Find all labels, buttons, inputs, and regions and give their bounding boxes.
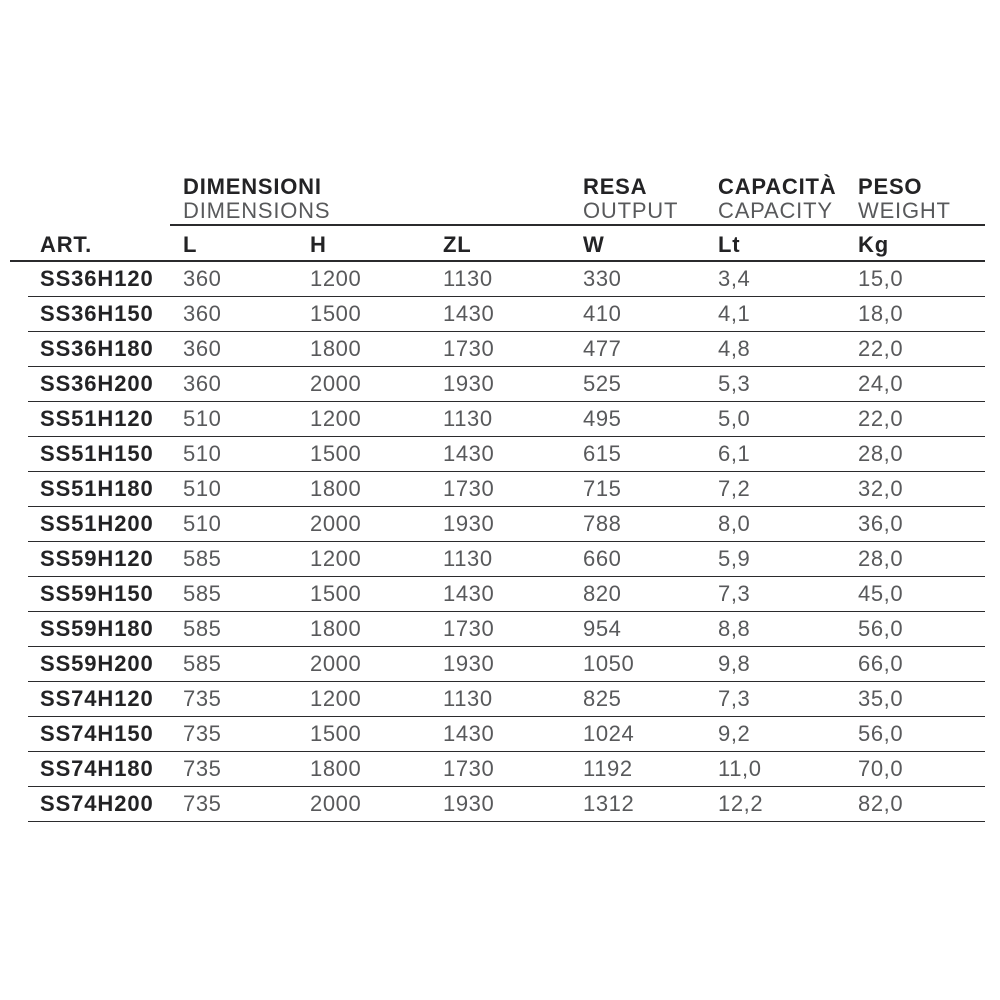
value-cell: 4,8 [718,336,751,361]
value-cell: 1800 [310,756,362,781]
value-cell: 7,3 [718,581,751,606]
table-row [28,367,985,402]
group-output [583,175,718,223]
value-cell: 1130 [443,406,493,431]
value-cell: 35,0 [858,686,904,711]
value-cell: 2000 [310,791,362,816]
article-code: SS51H150 [40,441,154,466]
article-code: SS36H120 [40,266,154,291]
value-cell: 788 [583,511,622,536]
table-row [28,717,985,752]
table-row [28,507,985,542]
value-cell: 5,9 [718,546,751,571]
value-cell: 36,0 [858,511,904,536]
value-cell: 32,0 [858,476,904,501]
value-cell: 1430 [443,581,495,606]
value-cell: 360 [183,336,222,361]
value-cell: 735 [183,756,222,781]
value-cell: 11,0 [718,756,762,781]
value-cell: 1800 [310,336,362,361]
value-cell: 22,0 [858,406,904,431]
group-title-peso: PESO [858,174,923,199]
value-cell: 1200 [310,686,362,711]
value-cell: 1130 [443,686,493,711]
value-cell: 56,0 [858,616,904,641]
value-cell: 7,3 [718,686,751,711]
table-row [28,647,985,682]
value-cell: 2000 [310,511,362,536]
value-cell: 15,0 [858,266,904,291]
value-cell: 825 [583,686,622,711]
article-code: SS74H150 [40,721,154,746]
column-header-zl: ZL [443,231,472,257]
value-cell: 360 [183,301,222,326]
article-code: SS59H150 [40,581,154,606]
value-cell: 820 [583,581,622,606]
table-row [28,472,985,507]
value-cell: 1930 [443,791,495,816]
value-cell: 525 [583,371,622,396]
value-cell: 510 [183,511,222,536]
value-cell: 1500 [310,581,362,606]
value-cell: 82,0 [858,791,904,816]
value-cell: 1312 [583,791,635,816]
value-cell: 1192 [583,756,633,781]
value-cell: 1800 [310,476,362,501]
value-cell: 7,2 [718,476,751,501]
value-cell: 1200 [310,406,362,431]
value-cell: 360 [183,371,222,396]
value-cell: 66,0 [858,651,904,676]
value-cell: 1730 [443,756,495,781]
value-cell: 18,0 [858,301,904,326]
value-cell: 360 [183,266,222,291]
group-capacity [718,175,858,223]
article-code: SS51H120 [40,406,154,431]
value-cell: 24,0 [858,371,904,396]
value-cell: 12,2 [718,791,764,816]
value-cell: 1500 [310,301,362,326]
group-title-capacita: CAPACITÀ [718,174,837,199]
value-cell: 1500 [310,441,362,466]
value-cell: 5,3 [718,371,751,396]
value-cell: 56,0 [858,721,904,746]
value-cell: 70,0 [858,756,904,781]
column-header-kg: Kg [858,231,889,257]
table-row [28,332,985,367]
table-row [28,262,985,297]
value-cell: 1130 [443,546,493,571]
value-cell: 45,0 [858,581,904,606]
value-cell: 410 [583,301,622,326]
group-title-dimensioni: DIMENSIONI [183,174,322,199]
table-row [28,682,985,717]
article-code: SS51H200 [40,511,154,536]
value-cell: 585 [183,546,222,571]
table-row [28,437,985,472]
value-cell: 2000 [310,651,362,676]
value-cell: 660 [583,546,622,571]
value-cell: 1930 [443,371,495,396]
group-subtitle-output: OUTPUT [583,198,679,223]
value-cell: 2000 [310,371,362,396]
article-code: SS51H180 [40,476,154,501]
value-cell: 9,2 [718,721,751,746]
value-cell: 1200 [310,546,362,571]
article-code: SS74H180 [40,756,154,781]
group-dimensions [183,175,583,223]
value-cell: 735 [183,791,222,816]
group-subtitle-weight: WEIGHT [858,198,951,223]
value-cell: 28,0 [858,546,904,571]
value-cell: 4,1 [718,301,751,326]
table-row [28,577,985,612]
value-cell: 330 [583,266,622,291]
value-cell: 1930 [443,651,495,676]
column-header-row [28,226,985,260]
article-code: SS59H200 [40,651,154,676]
column-header-h: H [310,231,327,257]
value-cell: 1430 [443,301,495,326]
group-subtitle-capacity: CAPACITY [718,198,833,223]
spec-table [28,175,985,822]
value-cell: 510 [183,441,222,466]
value-cell: 28,0 [858,441,904,466]
group-weight [858,175,985,223]
group-subtitle-dimensions: DIMENSIONS [183,198,331,223]
table-row [28,612,985,647]
value-cell: 1430 [443,721,495,746]
column-header-lt: Lt [718,231,741,257]
value-cell: 8,0 [718,511,751,536]
value-cell: 1050 [583,651,635,676]
group-title-resa: RESA [583,174,648,199]
table-row [28,787,985,822]
value-cell: 1430 [443,441,495,466]
table-row [28,402,985,437]
value-cell: 510 [183,406,222,431]
table-row [28,297,985,332]
value-cell: 1130 [443,266,493,291]
value-cell: 5,0 [718,406,751,431]
article-code: SS74H120 [40,686,154,711]
value-cell: 1024 [583,721,635,746]
value-cell: 1730 [443,476,495,501]
table-row [28,542,985,577]
value-cell: 715 [583,476,622,501]
value-cell: 8,8 [718,616,751,641]
value-cell: 1930 [443,511,495,536]
article-code: SS36H180 [40,336,154,361]
article-code: SS59H120 [40,546,154,571]
column-header-l: L [183,231,198,257]
value-cell: 1500 [310,721,362,746]
value-cell: 1730 [443,616,495,641]
value-cell: 22,0 [858,336,904,361]
value-cell: 954 [583,616,622,641]
column-header-w: W [583,231,605,257]
table-row [28,752,985,787]
value-cell: 585 [183,581,222,606]
article-code: SS59H180 [40,616,154,641]
value-cell: 1800 [310,616,362,641]
article-code: SS36H200 [40,371,154,396]
article-code: SS74H200 [40,791,154,816]
value-cell: 585 [183,651,222,676]
value-cell: 477 [583,336,622,361]
value-cell: 6,1 [718,441,751,466]
value-cell: 510 [183,476,222,501]
value-cell: 3,4 [718,266,751,291]
article-code: SS36H150 [40,301,154,326]
value-cell: 585 [183,616,222,641]
value-cell: 1730 [443,336,495,361]
value-cell: 735 [183,721,222,746]
value-cell: 9,8 [718,651,751,676]
column-header-art: ART. [40,231,93,257]
value-cell: 735 [183,686,222,711]
value-cell: 495 [583,406,622,431]
value-cell: 1200 [310,266,362,291]
table-body [28,262,985,822]
group-header-row [28,175,985,224]
value-cell: 615 [583,441,622,466]
